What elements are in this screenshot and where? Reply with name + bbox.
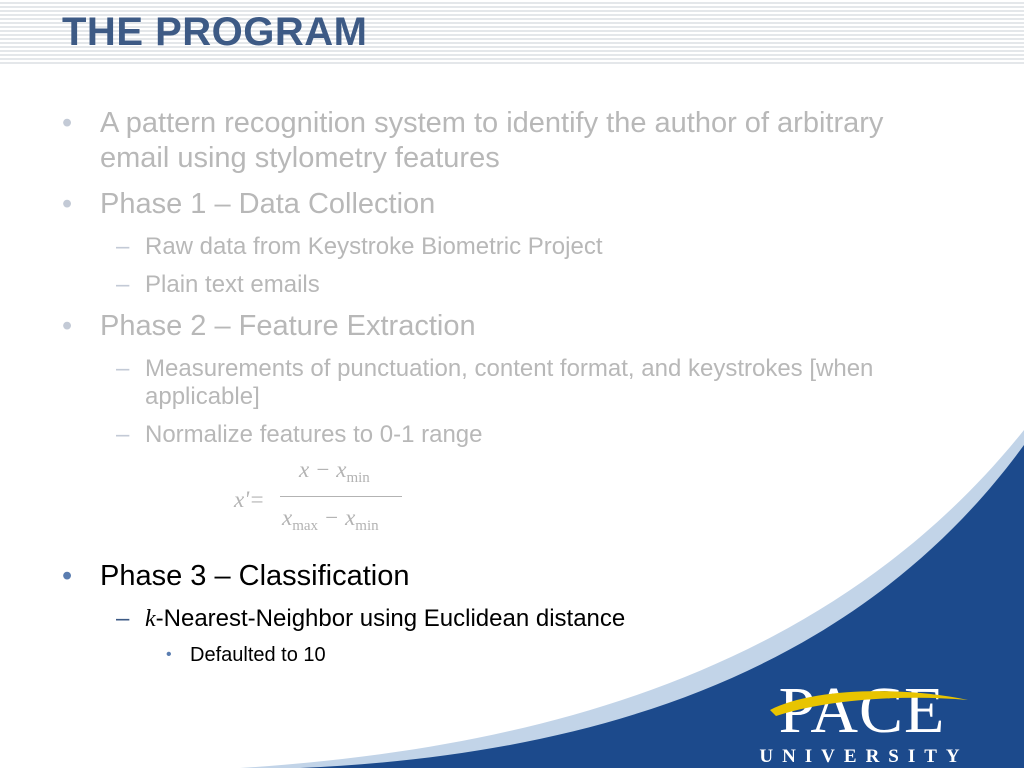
bullet-dash: –: [116, 233, 130, 260]
bullet-text: Defaulted to 10: [190, 644, 326, 666]
list-item: [62, 605, 942, 633]
bullet-variable-k: k: [145, 606, 156, 632]
bullet-dot: •: [166, 646, 172, 663]
bullet-dash: –: [116, 421, 130, 448]
formula-subscript-min: min: [355, 518, 379, 534]
formula-denominator-var: x: [282, 505, 293, 530]
bullet-dot: •: [62, 188, 73, 220]
bullet-text: A pattern recognition system to identify the author of arbitrary email using stylometry features: [100, 107, 884, 174]
list-item: [62, 643, 942, 667]
formula-denominator-minus: − x: [318, 505, 356, 530]
list-item: [62, 271, 942, 299]
bullet-text: Normalize features to 0-1 range: [145, 421, 483, 448]
list-item: [62, 106, 942, 176]
logo-wordmark: PACE: [778, 674, 946, 747]
formula-denominator: [282, 505, 379, 534]
bullet-text: Raw data from Keystroke Biometric Project: [145, 233, 603, 260]
bullet-dot: •: [62, 560, 73, 592]
list-item: [62, 355, 942, 411]
list-item: [62, 187, 942, 222]
bullet-dash: –: [116, 605, 130, 632]
formula-subscript-min: min: [346, 470, 370, 486]
formula-numerator: [299, 457, 370, 486]
slide-body: [62, 106, 942, 675]
bullet-dot: •: [62, 310, 73, 342]
bullet-dot: •: [62, 107, 73, 139]
pace-university-logo: [742, 666, 982, 766]
bullet-dash: –: [116, 271, 130, 298]
formula-subscript-max: max: [292, 518, 319, 534]
bullet-text: -Nearest-Neighbor using Euclidean distance: [155, 605, 626, 632]
normalization-formula: [62, 457, 942, 543]
formula-numerator-vars: x − x: [299, 457, 347, 482]
slide-title: THE PROGRAM: [62, 10, 368, 54]
logo-subtitle: UNIVERSITY: [759, 746, 969, 766]
formula-lhs: x'=: [234, 487, 265, 512]
list-item: [62, 233, 942, 261]
list-item: [62, 559, 942, 594]
list-item: [62, 309, 942, 344]
bullet-text: Measurements of punctuation, content format, and keystrokes [when applicable]: [145, 355, 874, 410]
list-item: [62, 421, 942, 449]
bullet-text: Phase 1 – Data Collection: [100, 188, 436, 220]
fraction-bar: [280, 496, 402, 497]
bullet-text: Phase 3 – Classification: [100, 560, 410, 592]
bullet-dash: –: [116, 355, 130, 382]
bullet-text: Phase 2 – Feature Extraction: [100, 310, 476, 342]
bullet-text: Plain text emails: [145, 271, 320, 298]
